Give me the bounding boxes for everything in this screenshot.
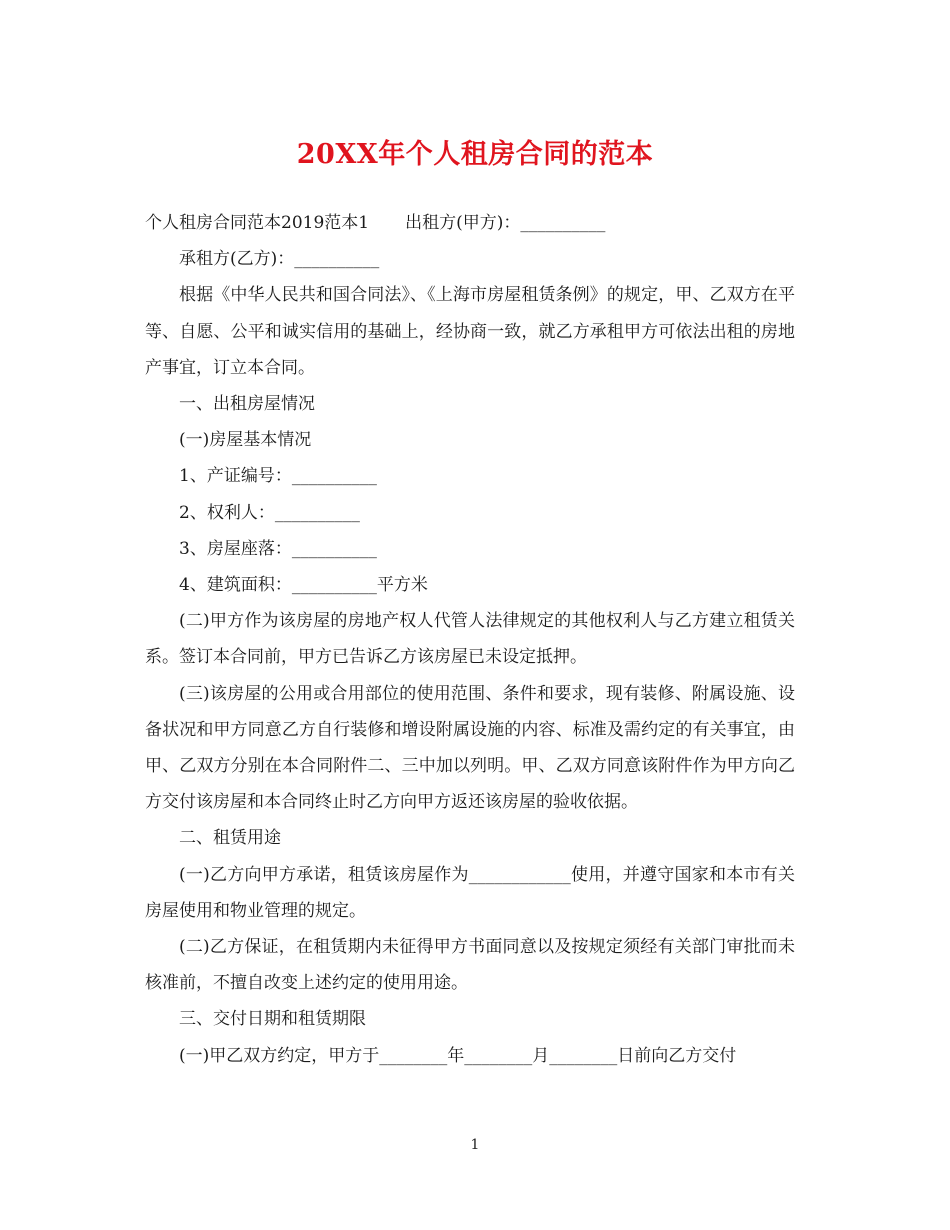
list-item: 1、产证编号：__________ <box>179 466 377 487</box>
list-item: 2、权利人：__________ <box>179 502 360 523</box>
list-item: 3、房屋座落：__________ <box>179 538 377 559</box>
intro-line-left: 个人租房合同范本2019范本1 <box>145 213 370 233</box>
document-title: 20XX年个人租房合同的范本 <box>296 139 654 170</box>
page-number: 1 <box>470 1137 480 1153</box>
paragraph: (二)甲方作为该房屋的房地产权人代管人法律规定的其他权利人与乙方建立租赁关系。签订本合同前，甲方已告诉乙方该房屋已未设定抵押。 <box>145 611 795 668</box>
paragraph: (一)甲乙双方约定，甲方于________年________月________日前向乙方交付 <box>179 1045 737 1066</box>
paragraph: 承租方(乙方)：__________ <box>179 249 380 270</box>
section-heading: 一、出租房屋情况 <box>179 394 315 415</box>
section-heading: 二、租赁用途 <box>179 828 281 849</box>
intro-line-right: 出租方(甲方)：__________ <box>405 213 606 233</box>
paragraph: (二)乙方保证，在租赁期内未征得甲方书面同意以及按规定须经有关部门审批而未核准前，不擅自改变上述约定的使用用途。 <box>145 937 795 994</box>
section-heading: 三、交付日期和租赁期限 <box>179 1009 366 1030</box>
intro-line <box>145 205 795 241</box>
document-body <box>145 205 795 1074</box>
paragraph: (一)乙方向甲方承诺，租赁该房屋作为____________使用，并遵守国家和本市有关房屋使用和物业管理的规定。 <box>145 864 795 921</box>
list-item: 4、建筑面积：__________平方米 <box>179 575 428 596</box>
paragraph: (三)该房屋的公用或合用部位的使用范围、条件和要求，现有装修、附属设施、设备状况和甲方同意乙方自行装修和增设附属设施的内容、标准及需约定的有关事宜，由甲、乙双方分别在本合同附件二、三中加以列明。甲、乙双方同意该附件作为甲方向乙方交付该房屋和本合同终止时乙方向甲方返还该房屋的验收依据。 <box>145 683 795 813</box>
paragraph: 根据《中华人民共和国合同法》、《上海市房屋租赁条例》的规定，甲、乙双方在平等、自愿、公平和诚实信用的基础上，经协商一致，就乙方承租甲方可依法出租的房地产事宜，订立本合同。 <box>145 285 795 378</box>
subsection-heading: (一)房屋基本情况 <box>179 430 312 451</box>
